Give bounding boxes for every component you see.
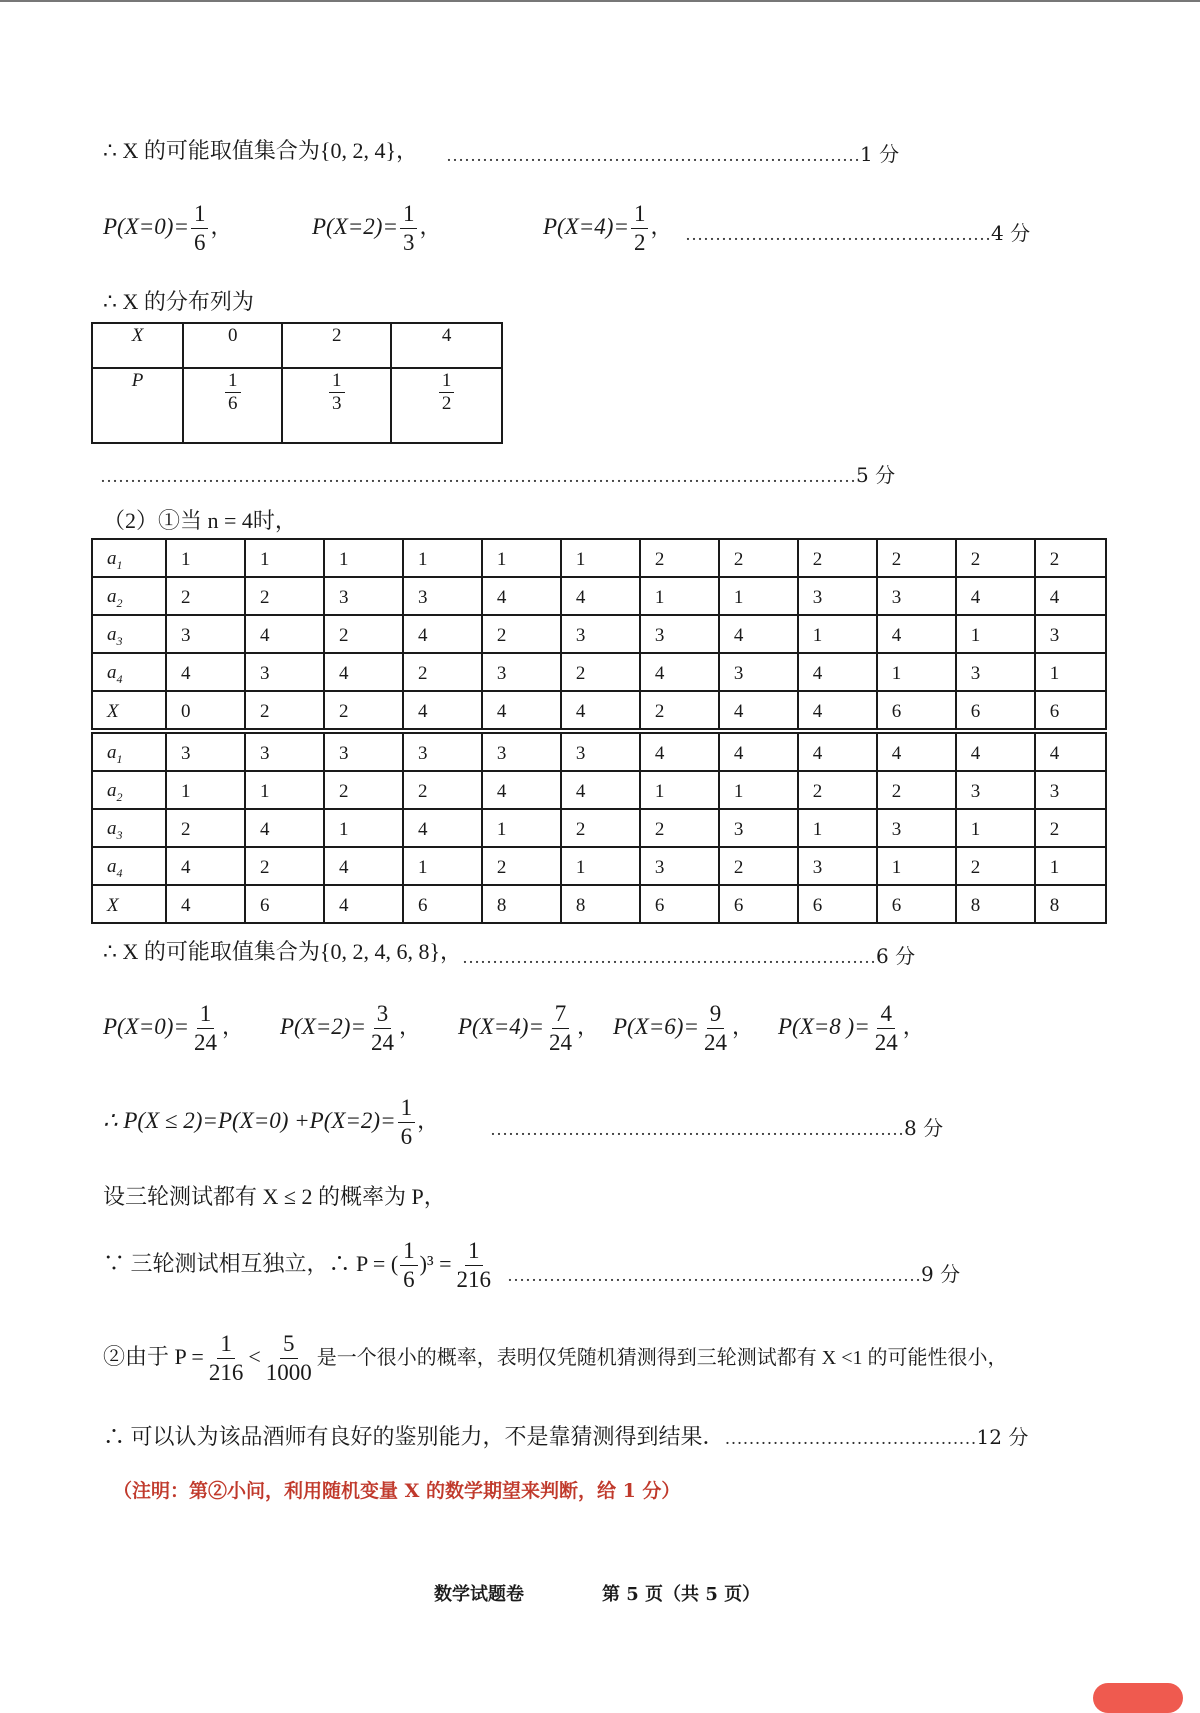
set-of-values-1 <box>103 134 418 165</box>
table-cell: 3 <box>719 809 798 847</box>
table-cell: 2 <box>798 539 877 577</box>
table-cell: 4 <box>482 771 561 809</box>
table-cell: 2 <box>245 847 324 885</box>
table-cell: 2 <box>877 771 956 809</box>
table-cell: 3 <box>324 731 403 771</box>
table-cell: 4 <box>324 847 403 885</box>
table-cell: 4 <box>719 615 798 653</box>
table-cell: $a_3$ <box>92 809 166 847</box>
table-cell: 4 <box>403 615 482 653</box>
table-cell: 4 <box>877 731 956 771</box>
table-cell: 2 <box>640 539 719 577</box>
table-cell: 3 <box>482 653 561 691</box>
score: 4 分 <box>991 221 1031 245</box>
table-cell: 4 <box>166 885 245 923</box>
table-cell: 4 <box>956 577 1035 615</box>
distribution-table <box>91 322 503 444</box>
score-line-6: ……………………………………………………………6 分 <box>462 944 916 968</box>
score-line-2: ……………………………………………4 分 <box>685 221 1031 245</box>
table-cell: 1 <box>640 577 719 615</box>
table-row <box>92 539 1106 577</box>
table-cell: 3 <box>640 615 719 653</box>
table-cell: 3 <box>245 653 324 691</box>
table-cell: 2 <box>640 809 719 847</box>
table-cell: 4 <box>166 847 245 885</box>
grading-note: （注明：第②小问，利用随机变量 X 的数学期望来判断，给 1 分） <box>113 1480 681 1502</box>
table-cell: 6 <box>245 885 324 923</box>
table-cell: 2 <box>877 539 956 577</box>
table-cell: 1 <box>324 539 403 577</box>
table-cell: 3 <box>403 731 482 771</box>
table-cell: $a_2$ <box>92 771 166 809</box>
table-cell: 3 <box>166 615 245 653</box>
table-cell: 1 <box>166 539 245 577</box>
table-cell: X <box>92 691 166 731</box>
table-cell: 2 <box>561 809 640 847</box>
table-cell: 2 <box>482 847 561 885</box>
table-cell: 3 <box>561 731 640 771</box>
table-cell: 3 <box>877 809 956 847</box>
table-cell: 6 <box>798 885 877 923</box>
table-row <box>92 847 1106 885</box>
table-cell: 4 <box>719 731 798 771</box>
top-border <box>0 0 1200 2</box>
table-cell: 4 <box>1035 731 1106 771</box>
table-cell: 6 <box>640 885 719 923</box>
set-of-values-2: ∴ X 的可能取值集合为{0, 2, 4, 6, 8}， <box>103 939 463 964</box>
table-row <box>92 577 1106 615</box>
prob-le-2: ∴ P(X ≤ 2)=P(X=0) +P(X=2)= $\frac{1}{6}$ ， <box>103 1095 440 1149</box>
table-cell: 1 <box>956 809 1035 847</box>
table-cell: 3 <box>798 577 877 615</box>
score-line-5: ………………………………………………………………………………………………………………5 分 <box>100 463 896 487</box>
table-cell: 3 <box>403 577 482 615</box>
table-cell: 4 <box>1035 577 1106 615</box>
table-cell: 3 <box>561 615 640 653</box>
table-cell: 1 <box>245 539 324 577</box>
table-cell: 1 <box>719 771 798 809</box>
score-line-8: ……………………………………………………………8 分 <box>490 1116 944 1140</box>
table-cell: 0 <box>166 691 245 731</box>
score-line-9: ……………………………………………………………9 分 <box>507 1262 961 1286</box>
table-row <box>92 885 1106 923</box>
table-cell: 3 <box>640 847 719 885</box>
table-cell: 2 <box>324 615 403 653</box>
table-cell: $\frac{1}{2}$ <box>391 368 502 443</box>
table-cell: 2 <box>561 653 640 691</box>
table-cell: X <box>92 885 166 923</box>
table-cell: $a_4$ <box>92 653 166 691</box>
table-cell: 1 <box>719 577 798 615</box>
assumption-line: 设三轮测试都有 X ≤ 2 的概率为 P， <box>103 1184 446 1209</box>
table-cell: 1 <box>1035 847 1106 885</box>
table-cell: 3 <box>719 653 798 691</box>
table-cell: 4 <box>391 323 502 368</box>
table-cell: 4 <box>166 653 245 691</box>
table-cell: 2 <box>324 691 403 731</box>
table-cell: 2 <box>719 539 798 577</box>
score: 12 分 <box>976 1425 1029 1449</box>
final-statement: ∴ 可以认为该品酒师有良好的鉴别能力，不是靠猜测得到结果．……………………………………12 分 <box>103 1424 1029 1449</box>
table-cell: 1 <box>561 847 640 885</box>
score-line-1 <box>446 138 899 167</box>
table-cell: 2 <box>403 653 482 691</box>
prob-eq-p2: P(X=2)= $\frac{1}{3}$ ， <box>312 201 442 255</box>
table-cell: 4 <box>403 809 482 847</box>
table-cell: 3 <box>956 653 1035 691</box>
table-cell: 3 <box>324 577 403 615</box>
table-cell: 2 <box>245 577 324 615</box>
table-cell: 3 <box>245 731 324 771</box>
table-cell: 2 <box>166 577 245 615</box>
table-cell: 4 <box>719 691 798 731</box>
table-cell: 6 <box>956 691 1035 731</box>
table-cell: 8 <box>1035 885 1106 923</box>
table-cell: P <box>92 368 183 443</box>
fraction: $\frac{1}{3}$ <box>400 200 418 257</box>
table-cell: $a_4$ <box>92 847 166 885</box>
table-cell: 1 <box>877 847 956 885</box>
table-cell: $a_1$ <box>92 539 166 577</box>
table-cell: 4 <box>877 615 956 653</box>
conclusion-line: ②由于 P = $\frac{1}{216}$ < $\frac{5}{1000}$ 是一个很小的概率，表明仅凭随机猜测得到三轮测试都有 X <1 的可能性很小， <box>103 1331 1008 1385</box>
table-cell: 4 <box>403 691 482 731</box>
table-row <box>92 771 1106 809</box>
table-cell: 4 <box>324 885 403 923</box>
table-row <box>92 691 1106 731</box>
table-row <box>92 809 1106 847</box>
table-cell: 8 <box>482 885 561 923</box>
table-cell: 3 <box>956 771 1035 809</box>
prob-eq-24-2: P(X=2)= $\frac{3}{24}$ ， <box>280 1001 421 1055</box>
table-cell: 4 <box>561 771 640 809</box>
table-cell: 3 <box>1035 771 1106 809</box>
score: 8 分 <box>904 1116 944 1140</box>
prob-eq-24-4: P(X=4)= $\frac{7}{24}$ ， <box>458 1001 599 1055</box>
table-row <box>92 615 1106 653</box>
table-cell: 6 <box>877 691 956 731</box>
table-cell: 1 <box>245 771 324 809</box>
table-cell: 3 <box>482 731 561 771</box>
table-cell: 1 <box>403 539 482 577</box>
prob-eq-24-8: P(X=8 )= $\frac{4}{24}$ ， <box>778 1001 925 1055</box>
table-cell: 2 <box>245 691 324 731</box>
table-cell: 3 <box>1035 615 1106 653</box>
score: 6 分 <box>876 944 916 968</box>
table-cell: 1 <box>1035 653 1106 691</box>
prob-eq-24-6: P(X=6)= $\frac{9}{24}$ ， <box>613 1001 754 1055</box>
set-text: ∴ X 的可能取值集合为{0, 2, 4}， <box>103 138 419 163</box>
table-cell: $a_1$ <box>92 731 166 771</box>
table-cell: 1 <box>166 771 245 809</box>
table-cell: 2 <box>798 771 877 809</box>
table-cell: 4 <box>482 691 561 731</box>
table-row <box>92 653 1106 691</box>
table-cell: 0 <box>183 323 282 368</box>
prob-eq-p4: P(X=4)= $\frac{1}{2}$ ， <box>543 201 673 255</box>
table-cell: 3 <box>166 731 245 771</box>
part-2-heading: （2）①当 n = 4时， <box>103 508 297 533</box>
table-cell: 2 <box>956 847 1035 885</box>
prob-eq-24-0: P(X=0)= $\frac{1}{24}$ ， <box>103 1001 244 1055</box>
table-cell: 6 <box>1035 691 1106 731</box>
table-cell: 2 <box>640 691 719 731</box>
table-cell: 4 <box>482 577 561 615</box>
score: 5 分 <box>856 463 896 487</box>
table-cell: 4 <box>324 653 403 691</box>
table-cell: 6 <box>403 885 482 923</box>
table-cell: 1 <box>403 847 482 885</box>
dot-leader: …………………………………………………………… <box>446 145 860 165</box>
table-cell: 8 <box>561 885 640 923</box>
table-row <box>92 731 1106 771</box>
table-cell: 2 <box>1035 539 1106 577</box>
prob-eq-p0: P(X=0)= $\frac{1}{6}$ ， <box>103 201 233 255</box>
table-cell: 3 <box>798 847 877 885</box>
print-button[interactable] <box>1093 1683 1183 1713</box>
independence-line: ∵ 三轮测试相互独立，∴ P = ( $\frac{1}{6}$ )³ = $\frac{1}{216}$ <box>103 1238 491 1292</box>
table-cell: $\frac{1}{3}$ <box>282 368 391 443</box>
table-cell: 8 <box>956 885 1035 923</box>
table-cell: 4 <box>798 731 877 771</box>
table-cell: 4 <box>640 731 719 771</box>
table-cell: 4 <box>245 809 324 847</box>
table-cell: 1 <box>561 539 640 577</box>
table-cell: 4 <box>956 731 1035 771</box>
table-cell: 2 <box>1035 809 1106 847</box>
table-cell: 1 <box>482 539 561 577</box>
table-cell: 4 <box>245 615 324 653</box>
score: 9 分 <box>921 1262 961 1286</box>
table-cell: 4 <box>561 577 640 615</box>
table-cell: 2 <box>719 847 798 885</box>
fraction: $\frac{1}{6}$ <box>191 200 209 257</box>
table-cell: 6 <box>877 885 956 923</box>
table-cell: 1 <box>798 809 877 847</box>
table-cell: $a_3$ <box>92 615 166 653</box>
table-cell: 4 <box>561 691 640 731</box>
table-cell: X <box>92 323 183 368</box>
table-cell: 2 <box>403 771 482 809</box>
footer-title: 数学试题卷 <box>434 1584 524 1605</box>
table-cell: 6 <box>719 885 798 923</box>
table-cell: 2 <box>166 809 245 847</box>
table-cell: 2 <box>324 771 403 809</box>
table-cell: 4 <box>798 653 877 691</box>
table-cell: $a_2$ <box>92 577 166 615</box>
page-number: 第 5 页（共 5 页） <box>602 1584 761 1605</box>
fraction: $\frac{1}{2}$ <box>631 200 649 257</box>
table-cell: 2 <box>282 323 391 368</box>
table-cell: 1 <box>482 809 561 847</box>
distribution-heading: ∴ X 的分布列为 <box>103 289 254 314</box>
table-cell: 1 <box>640 771 719 809</box>
table-cell: 2 <box>956 539 1035 577</box>
table-cell: 1 <box>324 809 403 847</box>
table-cell: 2 <box>482 615 561 653</box>
table-cell: 3 <box>877 577 956 615</box>
score: 1 分 <box>860 142 900 166</box>
table-cell: 1 <box>877 653 956 691</box>
table-cell: 1 <box>798 615 877 653</box>
table-cell: 4 <box>798 691 877 731</box>
table-cell: 1 <box>956 615 1035 653</box>
table-cell: $\frac{1}{6}$ <box>183 368 282 443</box>
permutation-table <box>91 538 1107 924</box>
table-cell: 4 <box>640 653 719 691</box>
